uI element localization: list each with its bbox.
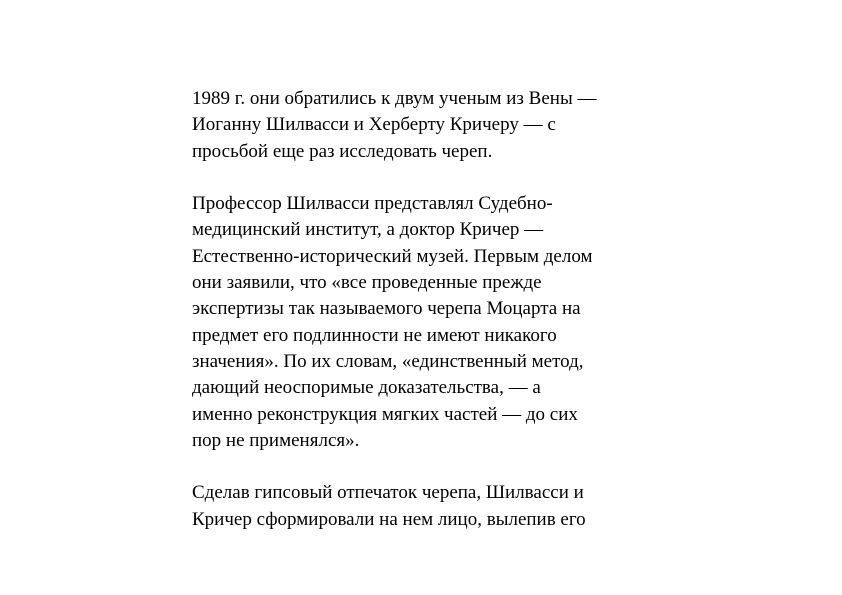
text-line: Профессор Шилвасси представлял Судебно-: [192, 193, 553, 215]
paragraph-3: [192, 480, 662, 533]
text-line: пор не применялся».: [192, 429, 360, 451]
text-line: Кричер сформировали на нем лицо, вылепив его: [192, 508, 586, 530]
text-line: Сделав гипсовый отпечаток черепа, Шилвасси и: [192, 482, 584, 504]
paragraph-spacer: [192, 165, 662, 191]
text-line: 1989 г. они обратились к двум ученым из Вены —: [192, 88, 597, 109]
document-body: [192, 86, 662, 533]
paragraph-spacer: [192, 454, 662, 480]
paragraph-2: [192, 191, 662, 454]
text-line: Естественно-исторический музей. Первым делом: [192, 245, 593, 267]
text-line: они заявили, что «все проведенные прежде: [192, 272, 542, 294]
text-line: именно реконструкция мягких частей — до сих: [192, 403, 578, 425]
text-line: медицинский институт, а доктор Кричер —: [192, 219, 544, 241]
text-line: просьбой еще раз исследовать череп.: [192, 140, 493, 162]
text-line: дающий неоспоримые доказательства, — а: [192, 377, 541, 399]
paragraph-1: [192, 86, 662, 165]
text-line: экспертизы так называемого черепа Моцарта на: [192, 298, 581, 320]
text-line: Иоганну Шилвасси и Херберту Кричеру — с: [192, 114, 556, 136]
text-line: значения». По их словам, «единственный метод,: [192, 350, 584, 372]
text-line: предмет его подлинности не имеют никакого: [192, 324, 557, 346]
